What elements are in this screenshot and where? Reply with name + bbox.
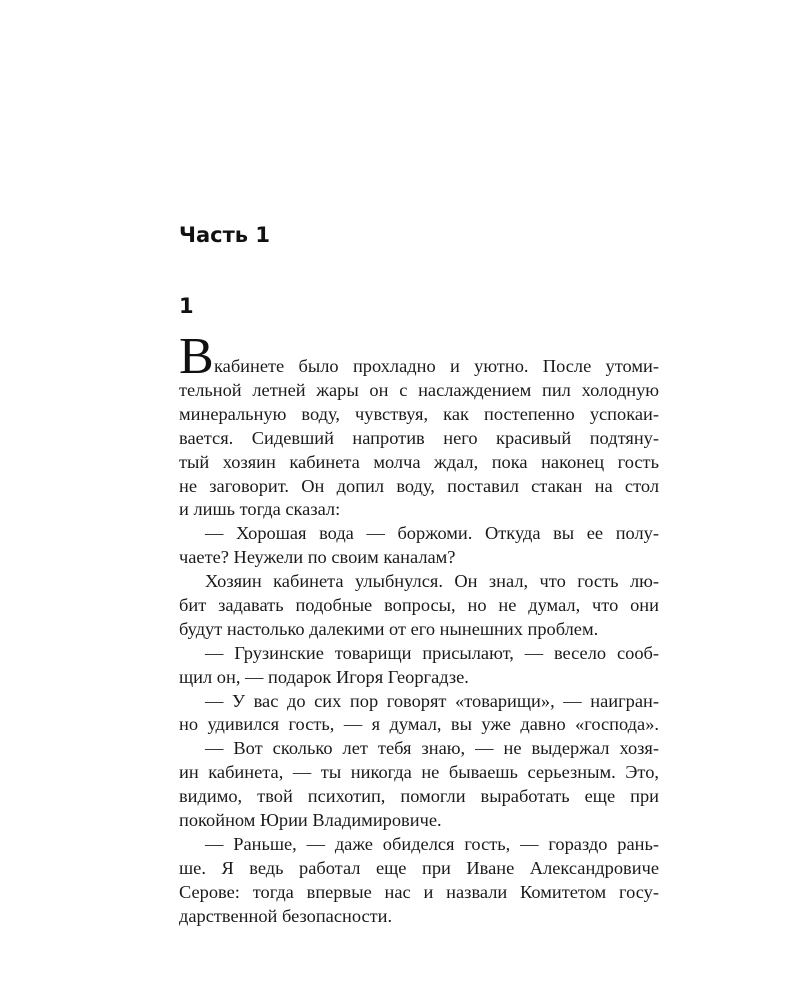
text-line: Серове: тогда впервые нас и назвали Комитетом госу- (179, 881, 659, 902)
text-line: тельной летней жары он с наслаждением пил холодную (179, 380, 659, 400)
text-line: Хозяин кабинета улыбнулся. Он знал, что гость лю- (205, 571, 659, 592)
text-line: но удивился гость, — я думал, вы уже давно «господа». (179, 714, 659, 735)
text-line: — Вот сколько лет тебя знаю, — не выдержал хозя- (205, 738, 659, 759)
text-line: ин кабинета, — ты никогда не бываешь серьезным. Это, (179, 762, 659, 783)
text-line: видимо, твой психотип, помогли выработать еще при (179, 786, 659, 807)
chapter-number: 1 (179, 294, 194, 318)
text-line: чаете? Неужели по своим каналам? (179, 547, 456, 568)
text-line: — Хорошая вода — боржоми. Откуда вы ее полу- (205, 523, 659, 544)
first-line-text: кабинете было прохладно и уютно. После утоми- (214, 356, 659, 376)
text-line: покойном Юрии Владимировиче. (179, 810, 442, 831)
text-line: ше. Я ведь работал еще при Иване Александровиче (179, 857, 659, 878)
drop-cap: В (179, 328, 214, 385)
text-line: тый хозяин кабинета молча ждал, пока наконец гость (179, 451, 659, 472)
chapter-body (179, 328, 659, 928)
text-line: будут настолько далекими от его нынешних проблем. (179, 618, 599, 639)
text-line: — Раньше, — даже обиделся гость, — гораздо рань- (205, 833, 659, 854)
text-line: и лишь тогда сказал: (179, 499, 341, 520)
text-line: вается. Сидевший напротив него красивый подтяну- (179, 427, 659, 448)
text-line: бит задавать подобные вопросы, но не думал, что они (179, 595, 659, 616)
first-line (179, 328, 659, 385)
text-line: минеральную воду, чувствуя, как постепенно успокаи- (179, 403, 659, 424)
text-line: — Грузинские товарищи присылают, — весело сооб- (205, 642, 659, 663)
text-line: не заговорит. Он допил воду, поставил стакан на стол (179, 475, 659, 496)
text-line: дарственной безопасности. (179, 905, 393, 926)
text-line: — У вас до сих пор говорят «товарищи», — наигран- (205, 690, 659, 711)
text-line: щил он, — подарок Игоря Георгадзе. (179, 666, 469, 687)
part-heading: Часть 1 (179, 223, 270, 247)
